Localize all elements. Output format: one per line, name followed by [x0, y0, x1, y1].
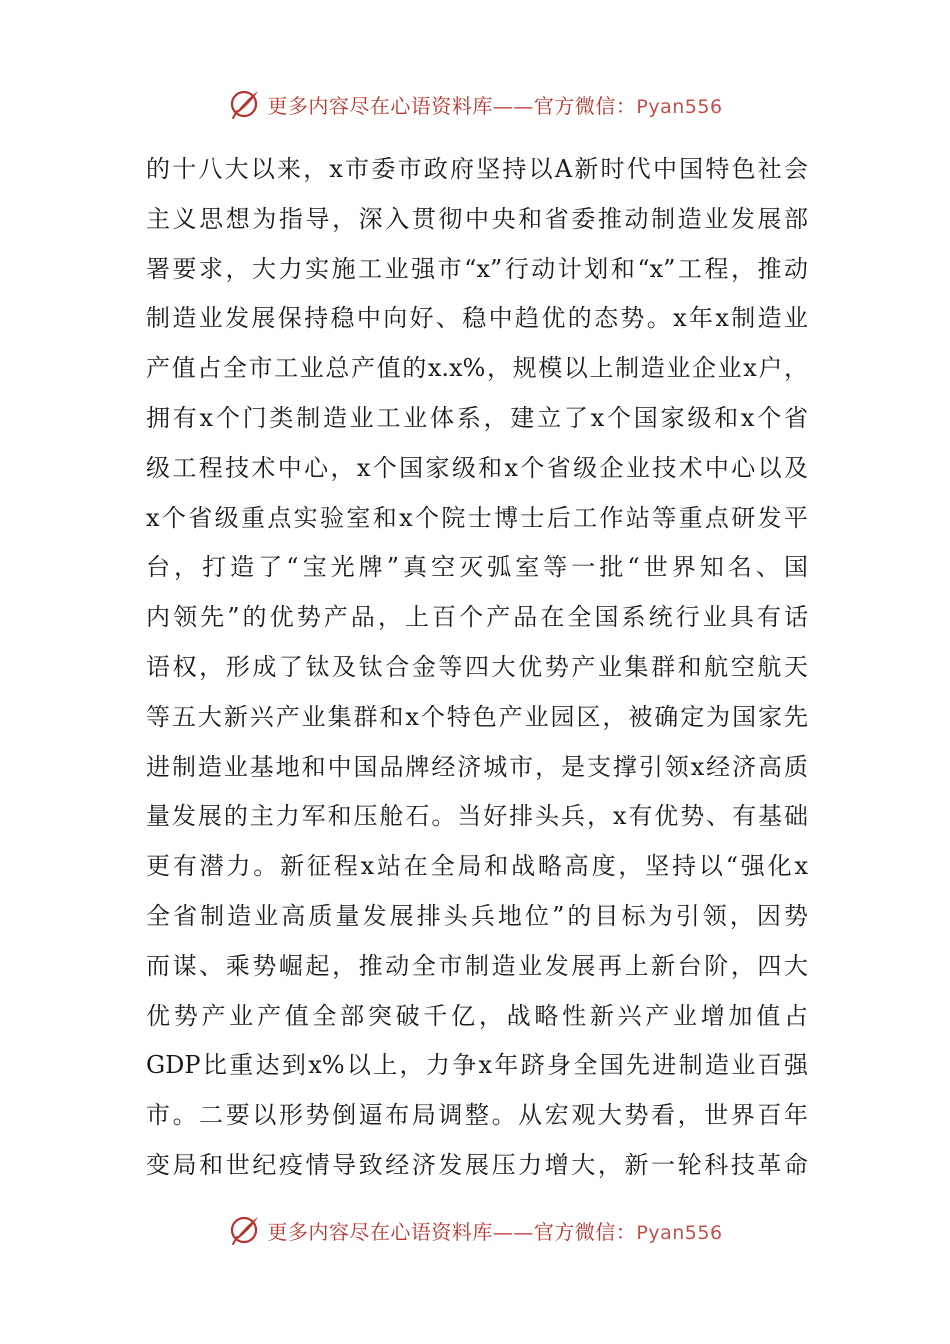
text-line: 优势产业产值全部突破千亿，战略性新兴产业增加值占: [146, 1001, 808, 1030]
header-banner-text: [267, 90, 722, 119]
header-dash: ——: [492, 93, 534, 118]
header-site-name: 更多内容尽在心语资料库: [267, 93, 493, 118]
text-line: 而谋、乘势崛起，推动全市制造业发展再上新台阶，四大: [146, 951, 808, 980]
text-line: 内领先”的优势产品，上百个产品在全国系统行业具有话: [146, 603, 808, 632]
text-line: 变局和世纪疫情导致经济发展压力增大，新一轮科技革命: [146, 1150, 808, 1179]
text-line: 更有潜力。新征程x站在全局和战略高度，坚持以“强化x: [146, 852, 808, 881]
text-line: 进制造业基地和中国品牌经济城市，是支撑引领x经济高质: [146, 752, 808, 781]
text-line: 拥有x个门类制造业工业体系，建立了x个国家级和x个省: [146, 403, 808, 432]
header-contact-value: Pyan556: [636, 95, 723, 118]
footer-banner-text: [267, 1216, 722, 1245]
text-line: 全省制造业高质量发展排头兵地位”的目标为引领，因势: [146, 901, 808, 930]
header-banner: [0, 84, 950, 124]
text-line: 的十八大以来，x市委市政府坚持以A新时代中国特色社会: [146, 155, 808, 183]
footer-contact-value: Pyan556: [636, 1221, 723, 1244]
text-line: GDP比重达到x%以上，力争x年跻身全国先进制造业百强: [146, 1051, 808, 1080]
quill-pen-icon: [227, 1213, 261, 1247]
text-line: 署要求，大力实施工业强市“x”行动计划和“x”工程，推动: [146, 254, 808, 283]
text-line: 量发展的主力军和压舱石。当好排头兵，x有优势、有基础: [146, 802, 808, 831]
text-line: x个省级重点实验室和x个院士博士后工作站等重点研发平: [146, 503, 808, 532]
text-line: 市。二要以形势倒逼布局调整。从宏观大势看，世界百年: [146, 1101, 808, 1130]
text-line: 级工程技术中心，x个国家级和x个省级企业技术中心以及: [146, 453, 808, 482]
quill-pen-icon: [227, 87, 261, 121]
footer-site-name: 更多内容尽在心语资料库: [267, 1219, 493, 1244]
text-line: 等五大新兴产业集群和x个特色产业园区，被确定为国家先: [146, 702, 808, 731]
text-line: 制造业发展保持稳中向好、稳中趋优的态势。x年x制造业: [146, 304, 808, 333]
text-line: 产值占全市工业总产值的x.x%，规模以上制造业企业x户，: [146, 354, 808, 383]
footer-contact-label: 官方微信：: [533, 1219, 637, 1244]
text-line: 语权，形成了钛及钛合金等四大优势产业集群和航空航天: [146, 652, 808, 681]
footer-dash: ——: [492, 1219, 534, 1244]
footer-banner: [0, 1210, 950, 1250]
header-contact-label: 官方微信：: [533, 93, 637, 118]
text-line: 主义思想为指导，深入贯彻中央和省委推动制造业发展部: [146, 204, 808, 233]
document-body: [146, 145, 808, 1191]
text-line: 台，打造了“宝光牌”真空灭弧室等一批“世界知名、国: [146, 553, 808, 582]
